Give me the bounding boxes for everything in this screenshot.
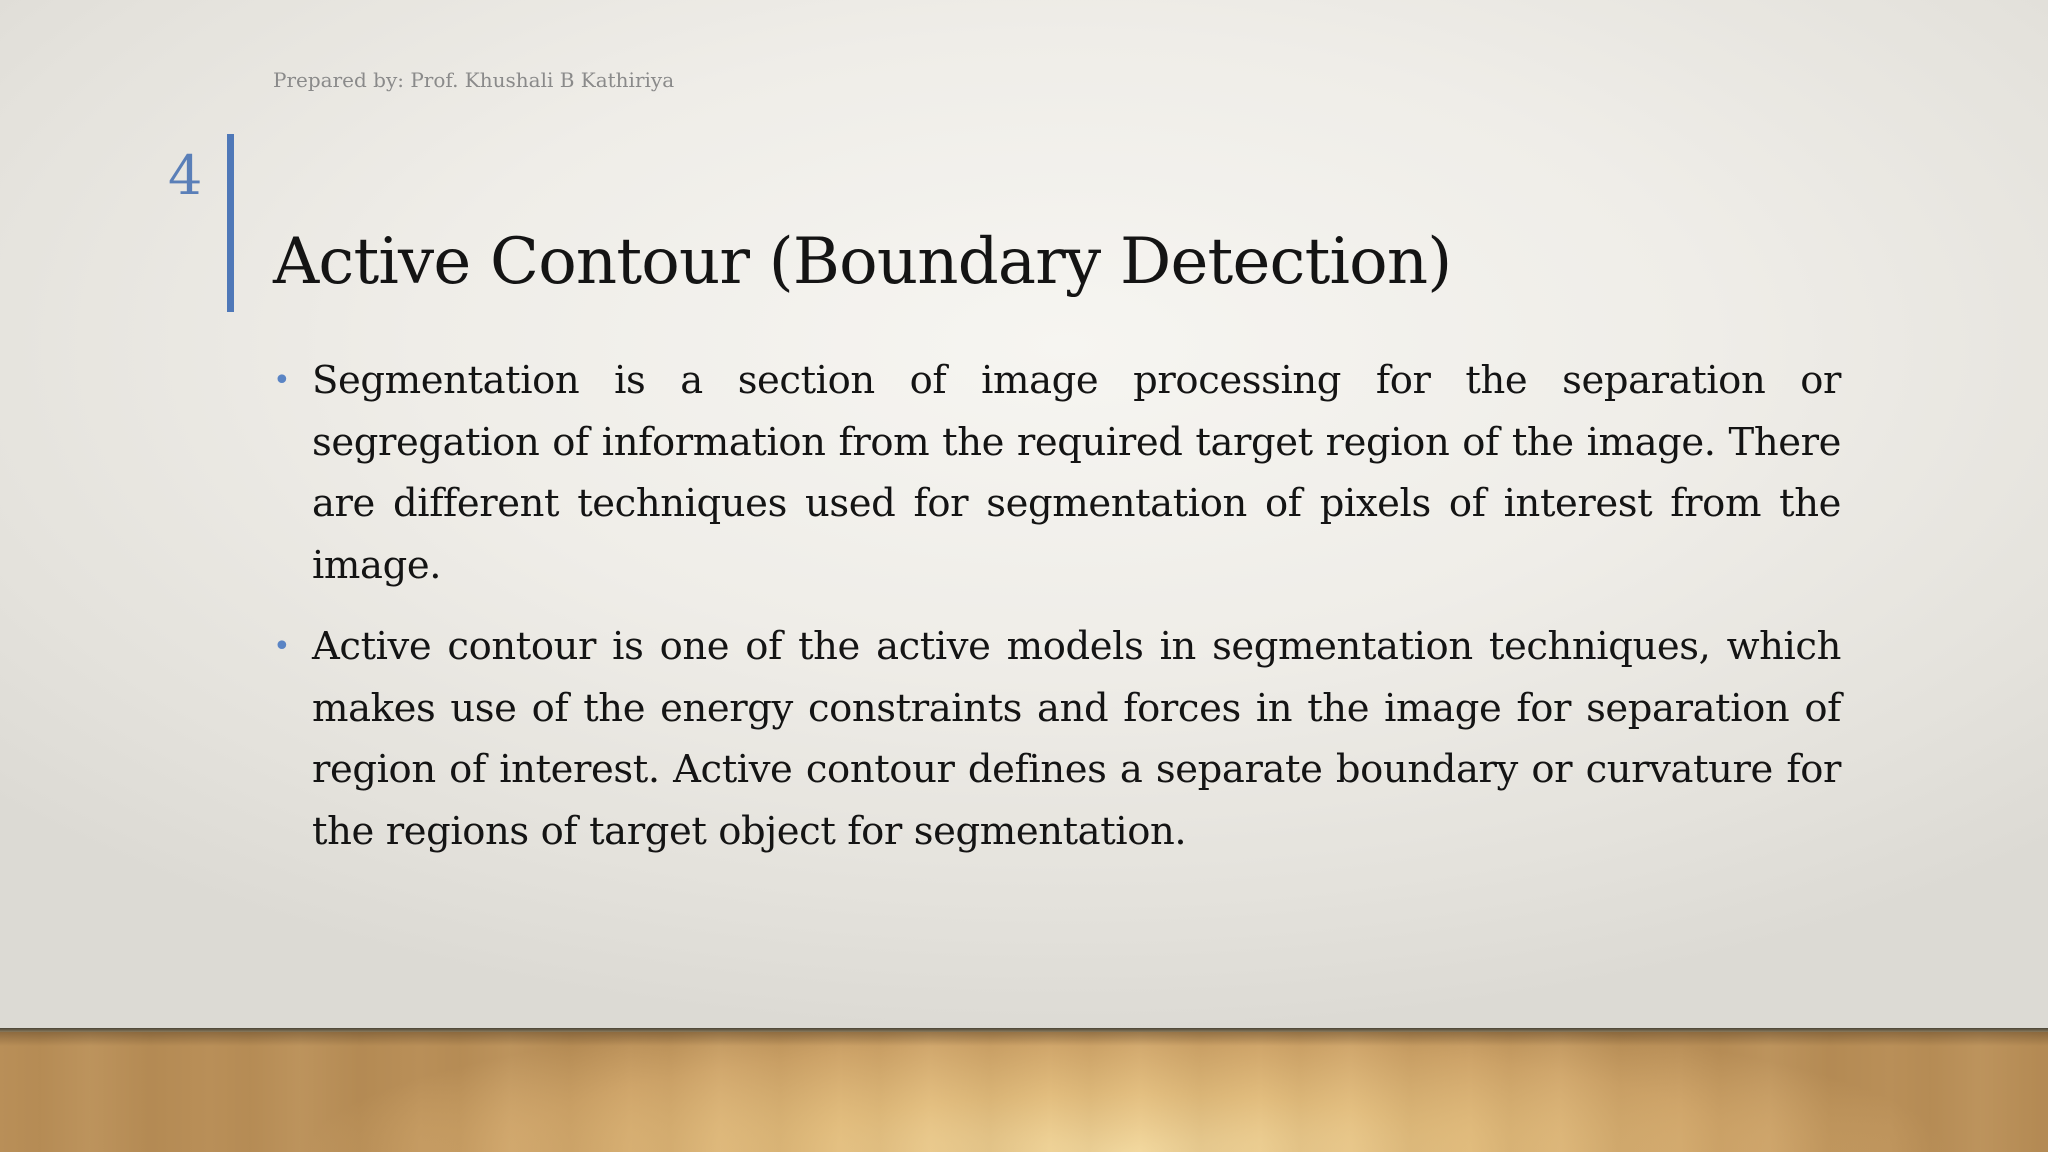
bullet-icon: • xyxy=(273,363,291,398)
slide-title: Active Contour (Boundary Detection) xyxy=(273,225,1452,299)
bullet-list xyxy=(273,350,1841,882)
bullet-item xyxy=(273,350,1841,596)
slide-number: 4 xyxy=(168,144,203,207)
floor-shadow xyxy=(0,1032,2048,1046)
bullet-icon: • xyxy=(273,629,291,664)
prepared-by-label: Prepared by: Prof. Khushali B Kathiriya xyxy=(273,68,675,92)
bullet-text: Segmentation is a section of image processing for the separation or segregation of information from the required target region of the image. There are different techniques used for segmentation of pixels of interest from the image. xyxy=(312,358,1841,588)
bullet-item xyxy=(273,616,1841,862)
bullet-text: Active contour is one of the active models in segmentation techniques, which makes use of the energy constraints and forces in the image for separation of region of interest. Active contour defines a separate boundary or curvature for the regions of target object for segmentation. xyxy=(312,624,1841,854)
wood-floor xyxy=(0,1030,2048,1152)
title-accent-bar xyxy=(227,134,234,312)
